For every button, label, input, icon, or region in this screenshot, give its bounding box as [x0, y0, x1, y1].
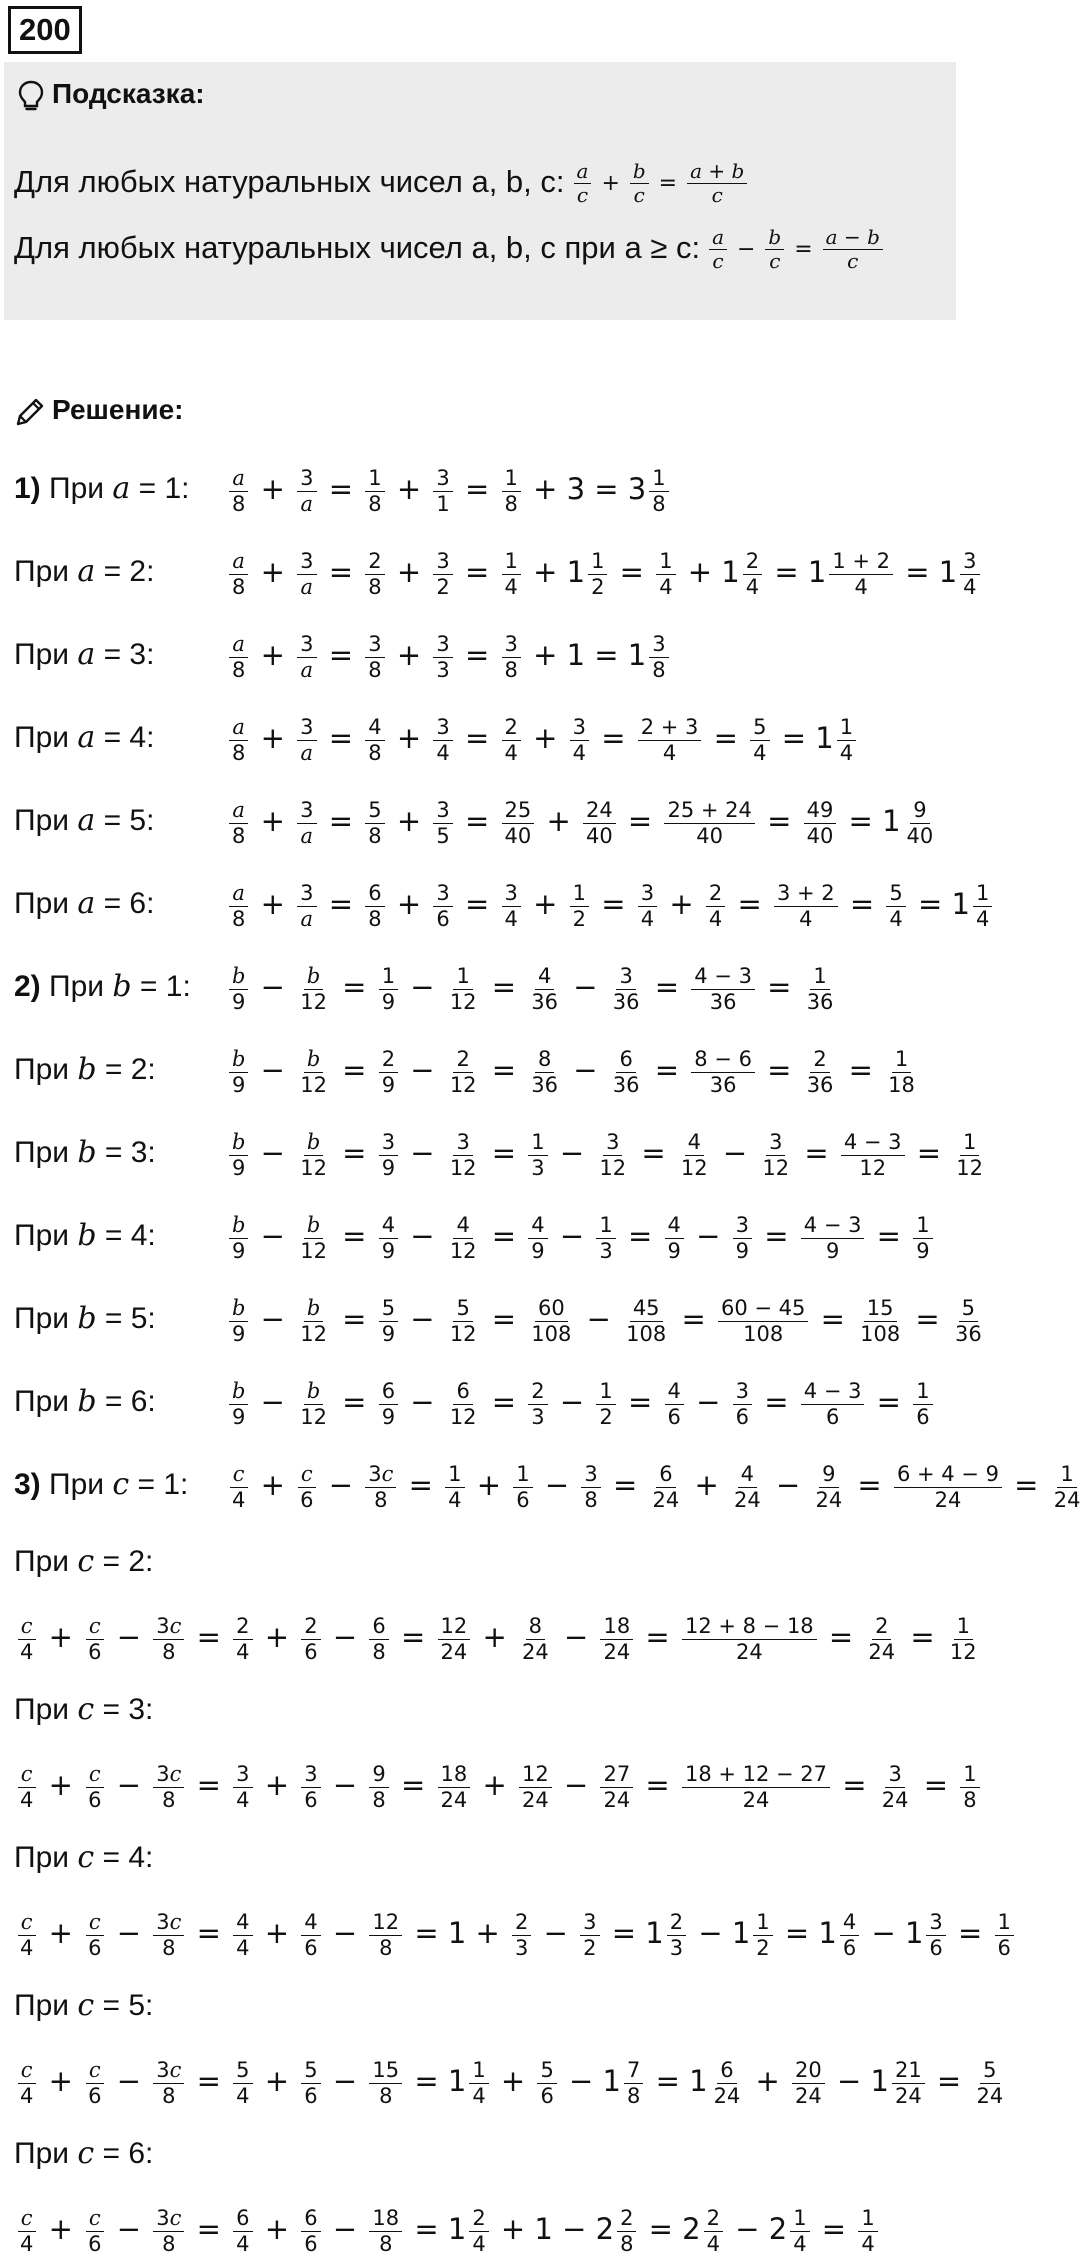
fraction: $\frac{1}{12}$: [449, 964, 477, 1014]
fraction: $\frac{b}{9}$: [229, 964, 248, 1013]
row-formula: $\frac{a}{8}$ + $\frac{3}{a}$ = $\frac{3}{8}$ + $\frac{3}{3}$ = $\frac{3}{8}$ + 1 = 1 $\frac{3}{8}$: [226, 617, 672, 693]
fraction: $\frac{2}{4}$: [706, 881, 725, 930]
fraction: $\frac{3}{a}$: [297, 881, 316, 930]
fraction: $\frac{5}{36}$: [954, 1296, 982, 1346]
row-label: При a = 6:: [14, 886, 155, 922]
fraction: $\frac{1}{2}$: [570, 881, 589, 930]
fraction: $\frac{1}{9}$: [379, 964, 398, 1013]
fraction: $\frac{6}{8}$: [365, 881, 384, 930]
fraction: $\frac{3}{5}$: [433, 798, 452, 847]
fraction: $\frac{12}{8}$: [369, 1910, 402, 1959]
fraction: $\frac{1}{8}$: [649, 466, 668, 515]
fraction: $\frac{4}{9}$: [379, 1213, 398, 1262]
solution-row: [14, 948, 839, 1024]
fraction: $\frac{b}{9}$: [229, 1047, 248, 1096]
hint-line-text: Для любых натуральных чисел a, b, c при a ≥ c:: [14, 230, 701, 265]
fraction: $\frac{4}{6}$: [301, 1910, 320, 1959]
task-number: 200: [8, 6, 82, 54]
fraction: $\frac{12}{24}$: [438, 1614, 471, 1663]
fraction: $\frac{3}{1}$: [433, 466, 452, 515]
fraction: $\frac{b}{9}$: [229, 1130, 248, 1179]
fraction: $\frac{a}{8}$: [229, 715, 248, 764]
fraction: $\frac{4 - 3}{9}$: [801, 1213, 865, 1262]
hint-title: [18, 76, 205, 112]
row-formula: $\frac{c}{4}$ + $\frac{c}{6}$ − $\frac{3c}{8}$ = $\frac{6}{4}$ + $\frac{6}{6}$ − $\frac{18}{8}$ = 1 $\frac{2}{4}$ + 1 − 2 $\frac{2}{8}$ = 2 $\frac{2}{4}$ − 2 $\frac{1}{4}$ = $\frac{1}{4}$: [14, 2191, 881, 2267]
solution-row: [14, 1598, 983, 1674]
fraction: $\frac{2}{6}$: [301, 1614, 320, 1663]
row-formula: $\frac{a}{8}$ + $\frac{3}{a}$ = $\frac{6}{8}$ + $\frac{3}{6}$ = $\frac{3}{4}$ + $\frac{1}{2}$ = $\frac{3}{4}$ + $\frac{2}{4}$ = $\frac{3 + 2}{4}$ = $\frac{5}{4}$ = 1 $\frac{1}{4}$: [226, 866, 995, 942]
fraction: $\frac{b}{12}$: [300, 1379, 327, 1429]
fraction: $\frac{a}{8}$: [229, 632, 248, 681]
solution-row: [14, 1746, 983, 1822]
fraction: $\frac{a}{8}$: [229, 549, 248, 598]
row-formula: $\frac{c}{4}$ + $\frac{c}{6}$ − $\frac{3c}{8}$ = $\frac{2}{4}$ + $\frac{2}{6}$ − $\frac{6}{8}$ = $\frac{12}{24}$ + $\frac{8}{24}$ − $\frac{18}{24}$ = $\frac{12 + 8 - 18}{24}$ = $\frac{2}{24}$ = $\frac{1}{12}$: [14, 1599, 983, 1675]
fraction: $\frac{4}{9}$: [528, 1213, 547, 1262]
row-formula: $\frac{c}{4}$ + $\frac{c}{6}$ − $\frac{3c}{8}$ = $\frac{5}{4}$ + $\frac{5}{6}$ − $\frac{15}{8}$ = 1 $\frac{1}{4}$ + $\frac{5}{6}$ − 1 $\frac{7}{8}$ = 1 $\frac{6}{24}$ + $\frac{20}{24}$ − 1 $\frac{21}{24}$ = $\frac{5}{24}$: [14, 2043, 1009, 2119]
solution-row: [14, 782, 939, 858]
fraction: $\frac{3}{8}$: [502, 632, 521, 681]
fraction: $\frac{3}{a}$: [297, 549, 316, 598]
fraction: $\frac{5}{12}$: [449, 1296, 477, 1346]
fraction: $\frac{c}{6}$: [85, 1910, 104, 1959]
fraction: $\frac{3c}{8}$: [365, 1462, 396, 1511]
fraction: $\frac{c}{4}$: [17, 2206, 36, 2255]
fraction: $\frac{21}{24}$: [892, 2058, 925, 2107]
fraction: $\frac{b}{9}$: [229, 1213, 248, 1262]
fraction: $\frac{5}{4}$: [233, 2058, 252, 2107]
fraction: $\frac{25 + 24}{40}$: [664, 798, 754, 847]
fraction: $\frac{2}{12}$: [449, 1047, 477, 1097]
fraction: $\frac{1}{4}$: [837, 715, 856, 764]
fraction: $\frac{3c}{8}$: [153, 1910, 184, 1959]
fraction: $\frac{8}{36}$: [531, 1047, 559, 1097]
fraction: $\frac{9}{24}$: [815, 1462, 843, 1512]
row-formula: $\frac{a}{8}$ + $\frac{3}{a}$ = $\frac{4}{8}$ + $\frac{3}{4}$ = $\frac{2}{4}$ + $\frac{3}{4}$ = $\frac{2 + 3}{4}$ = $\frac{5}{4}$ = 1 $\frac{1}{4}$: [226, 700, 859, 776]
fraction: $\frac{b}{9}$: [229, 1379, 248, 1428]
fraction: $\frac{3}{24}$: [881, 1762, 909, 1812]
fraction: $\frac{24}{40}$: [583, 798, 616, 847]
fraction: $\frac{25}{40}$: [502, 798, 535, 847]
fraction: $\frac{1}{12}$: [956, 1130, 984, 1180]
solution-row: [14, 1280, 988, 1356]
solution-row: [14, 1031, 921, 1107]
fraction: $\frac{3}{3}$: [433, 632, 452, 681]
fraction: $\frac{18}{8}$: [369, 2206, 402, 2255]
fraction: $\frac{3}{8}$: [649, 632, 668, 681]
row-label: При b = 5:: [14, 1301, 156, 1337]
fraction: $\frac{a}{c}$: [709, 226, 727, 273]
fraction: $\frac{1}{8}$: [365, 466, 384, 515]
fraction: $\frac{1}{2}$: [753, 1910, 772, 1959]
fraction: $\frac{3}{a}$: [297, 798, 316, 847]
fraction: $\frac{6}{36}$: [612, 1047, 640, 1097]
fraction: $\frac{c}{4}$: [17, 1614, 36, 1663]
fraction: $\frac{b}{12}$: [300, 1213, 327, 1263]
fraction: $\frac{1}{2}$: [588, 549, 607, 598]
fraction: $\frac{3}{a}$: [297, 715, 316, 764]
fraction: $\frac{4 - 3}{12}$: [841, 1130, 905, 1179]
lightbulb-icon: [18, 80, 44, 112]
solution-row: [14, 2190, 881, 2266]
fraction: $\frac{15}{8}$: [369, 2058, 402, 2107]
fraction: $\frac{4}{6}$: [665, 1379, 684, 1428]
fraction: $\frac{c}{6}$: [85, 1614, 104, 1663]
fraction: $\frac{45}{108}$: [626, 1296, 667, 1346]
fraction: $\frac{b}{12}$: [300, 1296, 327, 1346]
solution-row: [14, 533, 983, 609]
fraction: $\frac{5}{4}$: [886, 881, 905, 930]
row-label: При a = 3:: [14, 637, 155, 673]
fraction: $\frac{3}{a}$: [297, 466, 316, 515]
fraction: $\frac{7}{8}$: [624, 2058, 643, 2107]
fraction: $\frac{c}{4}$: [17, 1762, 36, 1811]
fraction: $\frac{3}{12}$: [599, 1130, 627, 1180]
fraction: $\frac{3}{2}$: [433, 549, 452, 598]
fraction: $\frac{4}{36}$: [531, 964, 559, 1014]
fraction: $\frac{3}{8}$: [581, 1462, 600, 1511]
fraction: $\frac{1}{3}$: [596, 1213, 615, 1262]
fraction: $\frac{a}{8}$: [229, 881, 248, 930]
fraction: $\frac{4}{12}$: [680, 1130, 708, 1180]
fraction: $\frac{1}{4}$: [973, 881, 992, 930]
fraction: $\frac{2}{4}$: [743, 549, 762, 598]
solution-row: [14, 865, 995, 941]
fraction: $\frac{1 + 2}{4}$: [829, 549, 893, 598]
fraction: $\frac{b}{12}$: [300, 1130, 327, 1180]
fraction: $\frac{3}{6}$: [301, 1762, 320, 1811]
fraction: $\frac{6}{12}$: [449, 1379, 477, 1429]
fraction: $\frac{6}{9}$: [379, 1379, 398, 1428]
fraction: $\frac{3c}{8}$: [153, 2058, 184, 2107]
fraction: $\frac{5}{8}$: [365, 798, 384, 847]
fraction: $\frac{60}{108}$: [531, 1296, 572, 1346]
fraction: $\frac{3}{12}$: [449, 1130, 477, 1180]
fraction: $\frac{27}{24}$: [600, 1762, 633, 1811]
fraction: $\frac{18}{24}$: [438, 1762, 471, 1811]
fraction: $\frac{1}{24}$: [1053, 1462, 1081, 1512]
row-formula: $\frac{b}{9}$ − $\frac{b}{12}$ = $\frac{6}{9}$ − $\frac{6}{12}$ = $\frac{2}{3}$ − $\frac{1}{2}$ = $\frac{4}{6}$ − $\frac{3}{6}$ = $\frac{4 - 3}{6}$ = $\frac{1}{6}$: [226, 1364, 936, 1440]
fraction: $\frac{5}{4}$: [750, 715, 769, 764]
fraction: $\frac{3}{4}$: [502, 881, 521, 930]
fraction: $\frac{3c}{8}$: [153, 2206, 184, 2255]
row-label: При c = 2:: [14, 1544, 154, 1579]
row-formula: $\frac{b}{9}$ − $\frac{b}{12}$ = $\frac{2}{9}$ − $\frac{2}{12}$ = $\frac{8}{36}$ − $\frac{6}{36}$ = $\frac{8 - 6}{36}$ = $\frac{2}{36}$ = $\frac{1}{18}$: [226, 1032, 921, 1108]
fraction: $\frac{1}{4}$: [790, 2206, 809, 2255]
solution-row: [14, 2042, 1009, 2118]
fraction: $\frac{1}{6}$: [995, 1910, 1014, 1959]
fraction: $\frac{3}{4}$: [570, 715, 589, 764]
fraction: $\frac{2}{4}$: [469, 2206, 488, 2255]
row-label: При b = 6:: [14, 1384, 156, 1420]
solution-title-text: Решение:: [52, 394, 184, 425]
fraction: $\frac{5}{6}$: [537, 2058, 556, 2107]
hint-line-sum: [14, 146, 750, 218]
fraction: $\frac{2}{4}$: [233, 1614, 252, 1663]
fraction: $\frac{3}{8}$: [365, 632, 384, 681]
fraction: $\frac{a}{8}$: [229, 798, 248, 847]
fraction: $\frac{a - b}{c}$: [823, 226, 883, 273]
fraction: $\frac{3}{4}$: [638, 881, 657, 930]
fraction: $\frac{9}{8}$: [369, 1762, 388, 1811]
fraction: $\frac{4 - 3}{36}$: [691, 964, 755, 1013]
fraction: $\frac{3}{6}$: [926, 1910, 945, 1959]
fraction: $\frac{a}{8}$: [229, 466, 248, 515]
row-formula: $\frac{c}{4}$ + $\frac{c}{6}$ − $\frac{3c}{8}$ = $\frac{4}{4}$ + $\frac{4}{6}$ − $\frac{12}{8}$ = 1 + $\frac{2}{3}$ − $\frac{3}{2}$ = 1 $\frac{2}{3}$ − 1 $\frac{1}{2}$ = 1 $\frac{4}{6}$ − 1 $\frac{3}{6}$ = $\frac{1}{6}$: [14, 1895, 1017, 1971]
fraction: $\frac{c}{4}$: [229, 1462, 248, 1511]
fraction: $\frac{2}{4}$: [704, 2206, 723, 2255]
solution-row: [14, 1114, 989, 1190]
row-formula: $\frac{a}{8}$ + $\frac{3}{a}$ = $\frac{5}{8}$ + $\frac{3}{5}$ = $\frac{25}{40}$ + $\frac{24}{40}$ = $\frac{25 + 24}{40}$ = $\frac{49}{40}$ = 1 $\frac{9}{40}$: [226, 783, 939, 859]
row-label: При b = 3:: [14, 1135, 156, 1171]
fraction: $\frac{5}{24}$: [976, 2058, 1004, 2108]
solution-row: [14, 1446, 1086, 1522]
row-formula: $\frac{c}{4}$ + $\frac{c}{6}$ − $\frac{3c}{8}$ = $\frac{1}{4}$ + $\frac{1}{6}$ − $\frac{3}{8}$ = $\frac{6}{24}$ + $\frac{4}{24}$ − $\frac{9}{24}$ = $\frac{6 + 4 - 9}{24}$ = $\frac{1}{24}$: [226, 1447, 1086, 1523]
row-label: 2) При b = 1:: [14, 969, 191, 1005]
fraction: $\frac{a + b}{c}$: [687, 160, 747, 207]
fraction: $\frac{3}{36}$: [612, 964, 640, 1014]
fraction: $\frac{c}{6}$: [297, 1462, 316, 1511]
fraction: $\frac{9}{40}$: [906, 798, 934, 848]
fraction: $\frac{1}{6}$: [913, 1379, 932, 1428]
fraction: $\frac{3}{a}$: [297, 632, 316, 681]
row-formula: $\frac{c}{4}$ + $\frac{c}{6}$ − $\frac{3c}{8}$ = $\frac{3}{4}$ + $\frac{3}{6}$ − $\frac{9}{8}$ = $\frac{18}{24}$ + $\frac{12}{24}$ − $\frac{27}{24}$ = $\frac{18 + 12 - 27}{24}$ = $\frac{3}{24}$ = $\frac{1}{8}$: [14, 1747, 983, 1823]
row-formula: $\frac{b}{9}$ − $\frac{b}{12}$ = $\frac{5}{9}$ − $\frac{5}{12}$ = $\frac{60}{108}$ − $\frac{45}{108}$ = $\frac{60 - 45}{108}$ = $\frac{15}{108}$ = $\frac{5}{36}$: [226, 1281, 988, 1357]
fraction: $\frac{2}{36}$: [806, 1047, 834, 1097]
fraction: $\frac{8 - 6}{36}$: [691, 1047, 755, 1096]
fraction: $\frac{2}{8}$: [365, 549, 384, 598]
hint-formula: $\frac{a}{c}$ + $\frac{b}{c}$ = $\frac{a + b}{c}$: [571, 148, 751, 220]
pencil-icon: [14, 396, 46, 428]
fraction: $\frac{1}{4}$: [656, 549, 675, 598]
fraction: $\frac{2}{4}$: [502, 715, 521, 764]
fraction: $\frac{1}{4}$: [858, 2206, 877, 2255]
fraction: $\frac{4}{8}$: [365, 715, 384, 764]
row-label: При b = 2:: [14, 1052, 156, 1088]
fraction: $\frac{6}{6}$: [301, 2206, 320, 2255]
fraction: $\frac{4 - 3}{6}$: [801, 1379, 865, 1428]
fraction: $\frac{2}{8}$: [617, 2206, 636, 2255]
fraction: $\frac{b}{12}$: [300, 1047, 327, 1097]
fraction: $\frac{6}{24}$: [713, 2058, 741, 2108]
fraction: $\frac{a}{c}$: [574, 160, 592, 207]
hint-title-text: Подсказка:: [52, 78, 205, 109]
solution-row: [14, 450, 672, 526]
fraction: $\frac{12}{24}$: [519, 1762, 552, 1811]
hint-box: [4, 62, 956, 320]
fraction: $\frac{12 + 8 - 18}{24}$: [682, 1614, 817, 1663]
row-formula: $\frac{b}{9}$ − $\frac{b}{12}$ = $\frac{4}{9}$ − $\frac{4}{12}$ = $\frac{4}{9}$ − $\frac{1}{3}$ = $\frac{4}{9}$ − $\frac{3}{9}$ = $\frac{4 - 3}{9}$ = $\frac{1}{9}$: [226, 1198, 936, 1274]
fraction: $\frac{15}{108}$: [860, 1296, 901, 1346]
row-formula: $\frac{a}{8}$ + $\frac{3}{a}$ = $\frac{2}{8}$ + $\frac{3}{2}$ = $\frac{1}{4}$ + 1 $\frac{1}{2}$ = $\frac{1}{4}$ + 1 $\frac{2}{4}$ = 1 $\frac{1 + 2}{4}$ = 1 $\frac{3}{4}$: [226, 534, 983, 610]
fraction: $\frac{3}{9}$: [379, 1130, 398, 1179]
fraction: $\frac{1}{18}$: [888, 1047, 915, 1097]
fraction: $\frac{18 + 12 - 27}{24}$: [682, 1762, 830, 1811]
hint-line-text: Для любых натуральных чисел a, b, c:: [14, 164, 565, 199]
fraction: $\frac{3}{2}$: [580, 1910, 599, 1959]
fraction: $\frac{c}{6}$: [85, 2058, 104, 2107]
fraction: $\frac{1}{9}$: [913, 1213, 932, 1262]
fraction: $\frac{4}{9}$: [665, 1213, 684, 1262]
fraction: $\frac{c}{6}$: [85, 1762, 104, 1811]
solution-title: [14, 390, 183, 430]
fraction: $\frac{3}{12}$: [762, 1130, 790, 1180]
fraction: $\frac{6}{4}$: [233, 2206, 252, 2255]
fraction: $\frac{1}{8}$: [502, 466, 521, 515]
fraction: $\frac{1}{12}$: [949, 1614, 977, 1664]
fraction: $\frac{3 + 2}{4}$: [774, 881, 838, 930]
fraction: $\frac{20}{24}$: [792, 2058, 825, 2107]
fraction: $\frac{3}{4}$: [960, 549, 979, 598]
fraction: $\frac{2}{9}$: [379, 1047, 398, 1096]
fraction: $\frac{5}{6}$: [301, 2058, 320, 2107]
fraction: $\frac{3c}{8}$: [153, 1762, 184, 1811]
row-formula: $\frac{b}{9}$ − $\frac{b}{12}$ = $\frac{3}{9}$ − $\frac{3}{12}$ = $\frac{1}{3}$ − $\frac{3}{12}$ = $\frac{4}{12}$ − $\frac{3}{12}$ = $\frac{4 - 3}{12}$ = $\frac{1}{12}$: [226, 1115, 989, 1191]
fraction: $\frac{18}{24}$: [600, 1614, 633, 1663]
row-label: 1) При a = 1:: [14, 471, 190, 507]
fraction: $\frac{c}{4}$: [17, 1910, 36, 1959]
row-label: При c = 3:: [14, 1692, 154, 1727]
fraction: $\frac{6}{8}$: [369, 1614, 388, 1663]
fraction: $\frac{3}{6}$: [433, 881, 452, 930]
fraction: $\frac{3}{4}$: [233, 1762, 252, 1811]
fraction: $\frac{1}{2}$: [596, 1379, 615, 1428]
fraction: $\frac{1}{8}$: [960, 1762, 979, 1811]
row-label: При c = 4:: [14, 1840, 154, 1875]
fraction: $\frac{1}{3}$: [528, 1130, 547, 1179]
row-label: 3) При c = 1:: [14, 1467, 189, 1503]
fraction: $\frac{2}{3}$: [667, 1910, 686, 1959]
row-label: При a = 5:: [14, 803, 155, 839]
fraction: $\frac{3}{6}$: [733, 1379, 752, 1428]
solution-row: [14, 616, 672, 692]
fraction: $\frac{4}{4}$: [233, 1910, 252, 1959]
fraction: $\frac{1}{4}$: [502, 549, 521, 598]
solution-row: [14, 699, 859, 775]
fraction: $\frac{3c}{8}$: [153, 1614, 184, 1663]
fraction: $\frac{5}{9}$: [379, 1296, 398, 1345]
fraction: $\frac{8}{24}$: [522, 1614, 549, 1664]
row-label: При a = 4:: [14, 720, 155, 756]
row-label: При c = 5:: [14, 1988, 154, 2023]
fraction: $\frac{b}{c}$: [630, 160, 649, 207]
fraction: $\frac{6 + 4 - 9}{24}$: [894, 1462, 1002, 1511]
fraction: $\frac{2 + 3}{4}$: [638, 715, 702, 764]
fraction: $\frac{3}{9}$: [733, 1213, 752, 1262]
fraction: $\frac{3}{4}$: [433, 715, 452, 764]
solution-row: [14, 1894, 1017, 1970]
fraction: $\frac{2}{24}$: [868, 1614, 896, 1664]
fraction: $\frac{4}{24}$: [734, 1462, 761, 1512]
fraction: $\frac{1}{4}$: [469, 2058, 488, 2107]
hint-line-difference: [14, 212, 886, 284]
fraction: $\frac{4}{12}$: [449, 1213, 477, 1263]
fraction: $\frac{c}{4}$: [17, 2058, 36, 2107]
row-label: При c = 6:: [14, 2136, 154, 2171]
fraction: $\frac{1}{36}$: [806, 964, 834, 1014]
row-formula: $\frac{a}{8}$ + $\frac{3}{a}$ = $\frac{1}{8}$ + $\frac{3}{1}$ = $\frac{1}{8}$ + 3 = 3 $\frac{1}{8}$: [226, 451, 672, 527]
fraction: $\frac{c}{6}$: [85, 2206, 104, 2255]
fraction: $\frac{2}{3}$: [512, 1910, 531, 1959]
fraction: $\frac{1}{6}$: [513, 1462, 532, 1511]
hint-formula: $\frac{a}{c}$ − $\frac{b}{c}$ = $\frac{a - b}{c}$: [706, 214, 886, 286]
row-label: При b = 4:: [14, 1218, 156, 1254]
fraction: $\frac{b}{9}$: [229, 1296, 248, 1345]
fraction: $\frac{b}{12}$: [300, 964, 327, 1014]
fraction: $\frac{6}{24}$: [652, 1462, 680, 1512]
row-label: При a = 2:: [14, 554, 155, 590]
fraction: $\frac{60 - 45}{108}$: [718, 1296, 808, 1345]
fraction: $\frac{b}{c}$: [765, 226, 784, 273]
fraction: $\frac{4}{6}$: [840, 1910, 859, 1959]
fraction: $\frac{49}{40}$: [804, 798, 837, 847]
fraction: $\frac{1}{4}$: [445, 1462, 464, 1511]
solution-row: [14, 1197, 936, 1273]
fraction: $\frac{2}{3}$: [528, 1379, 547, 1428]
solution-row: [14, 1363, 936, 1439]
row-formula: $\frac{b}{9}$ − $\frac{b}{12}$ = $\frac{1}{9}$ − $\frac{1}{12}$ = $\frac{4}{36}$ − $\frac{3}{36}$ = $\frac{4 - 3}{36}$ = $\frac{1}{36}$: [226, 949, 839, 1025]
